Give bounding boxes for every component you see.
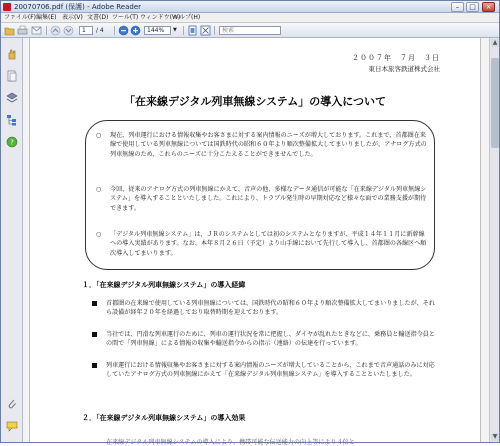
- scroll-up-icon[interactable]: ▲: [492, 39, 498, 46]
- square-bullet-icon: [92, 332, 97, 337]
- scroll-thumb[interactable]: [491, 58, 499, 148]
- window-title: 20070706.pdf (保護) - Adobe Reader: [14, 3, 142, 11]
- circle-bullet: ○: [96, 132, 102, 139]
- search-input[interactable]: 検索: [219, 26, 281, 35]
- navigation-pane: [1, 38, 23, 442]
- title-bar: [1, 1, 499, 13]
- menu-help[interactable]: ヘルプ(H): [173, 14, 201, 21]
- zoom-out-icon[interactable]: [118, 25, 129, 36]
- pdf-page: [29, 38, 481, 446]
- toolbar-separator: [46, 26, 47, 35]
- layers-icon[interactable]: [6, 92, 18, 104]
- bullet-item: 列車運行における情報収集やお客さまに対する案内情報のニーズが増大していることから、これまで音声通話のみに対応していたアナログ方式の列車無線にかえて「在来線デジタル列車無線システム」を導入することといたしました。: [92, 361, 437, 380]
- previous-page-icon[interactable]: [50, 25, 61, 36]
- hand-tool-icon[interactable]: [6, 48, 18, 60]
- fit-page-icon[interactable]: [187, 25, 198, 36]
- pages-icon[interactable]: [6, 70, 18, 82]
- fit-width-icon[interactable]: [200, 25, 211, 36]
- page-number-input[interactable]: 1: [79, 26, 93, 35]
- close-button[interactable]: ×: [482, 2, 495, 12]
- bullet-item: 当社では、円滑な列車運行のために、列車の運行状況を常に把握し、ダイヤが乱れたときなどに、乗務員と輸送指令員との間で「列車無線」による情報の収集や輸送指令からの指示（連絡）の伝達を行っています。: [92, 330, 437, 349]
- chevron-down-icon[interactable]: ▼: [173, 27, 177, 33]
- circle-bullet: ○: [96, 186, 102, 193]
- toolbar: [1, 23, 499, 38]
- circle-bullet: ○: [96, 231, 102, 238]
- summary-paragraph: ○ 現在、列車運行における情報収集やお客さまに対する案内情報のニーズが増大しております。これまで、首都圏在来線で使用している列車無線については国鉄時代の昭和６０年より順次整備拡大してまいりましたが、アナログ方式の列車無線のため、これらのニーズに十分こたえることができませんでした。: [96, 132, 427, 158]
- menu-window[interactable]: ウィンドウ(W): [140, 14, 181, 21]
- maximize-button[interactable]: □: [466, 2, 479, 12]
- summary-paragraph: ○ 今回、従来のアナログ方式の列車無線にかえて、音声の他、多様なデータ通信が可能な「在来線デジタル列車無線システム」を導入することといたしました。これにより、トラブル発生時の早期対応など様々な面での業務支援が期待できます。: [96, 186, 427, 212]
- open-folder-icon[interactable]: [4, 25, 15, 36]
- email-icon[interactable]: [31, 25, 42, 36]
- document-title: 「在来線デジタル列車無線システム」の導入について: [123, 95, 387, 108]
- document-area: [23, 38, 499, 446]
- menu-view[interactable]: 表示(V): [62, 14, 83, 21]
- vertical-scrollbar[interactable]: [489, 38, 499, 442]
- section-body-text: 在来線デジタル列車無線システムの導入により、携帯可能な伝送能力の向上等により４倍と: [106, 439, 355, 446]
- toolbar-separator: [214, 26, 215, 35]
- document-date: ２００７年 ７月 ３日: [352, 54, 440, 62]
- print-icon[interactable]: [17, 25, 28, 36]
- menu-file[interactable]: ファイル(F): [4, 14, 37, 21]
- zoom-in-icon[interactable]: [130, 25, 141, 36]
- toolbar-separator: [183, 26, 184, 35]
- company-name: 東日本旅客鉄道株式会社: [368, 65, 440, 73]
- toolbar-separator: [114, 26, 115, 35]
- summary-paragraph: ○ 「デジタル列車無線システム」は、ＪＲのシステムとしては初のシステムとなりますが、平成１４年１１月に新幹線への導入実績があります。なお、本年８月２６日（予定）より山手線において先行して導入し、首都圏の各線区へ順次導入してまいります。: [96, 231, 427, 257]
- menu-edit[interactable]: 編集(E): [36, 14, 57, 21]
- adobe-reader-icon: [3, 3, 11, 11]
- help-icon[interactable]: [6, 136, 18, 148]
- summary-box: [85, 120, 435, 270]
- menu-document[interactable]: 文書(D): [87, 14, 109, 21]
- zoom-level-select[interactable]: 144%: [144, 26, 171, 35]
- menu-tools[interactable]: ツール(T): [112, 14, 139, 21]
- paperclip-icon[interactable]: [6, 398, 18, 410]
- svg-text:?: ?: [10, 138, 14, 147]
- section-heading: ２．「在来線デジタル列車無線システム」の導入効果: [82, 414, 246, 422]
- square-bullet-icon: [92, 363, 97, 368]
- section-heading: １．「在来線デジタル列車無線システム」の導入経緯: [82, 281, 246, 289]
- next-page-icon[interactable]: [63, 25, 74, 36]
- square-bullet-icon: [92, 301, 97, 306]
- attachments-tree-icon[interactable]: [6, 114, 18, 126]
- bullet-item: 首都圏の在来線で使用している列車無線については、国鉄時代の昭和６０年より順次整備拡大してまいりましたが、それら設備が経年２０年を経過しており取替時期を迎えております。: [92, 299, 437, 318]
- scroll-down-icon[interactable]: ▼: [492, 433, 498, 440]
- comments-icon[interactable]: [6, 420, 18, 432]
- page-total-label: / 4: [96, 27, 104, 34]
- menu-bar: [1, 13, 499, 23]
- minimize-button[interactable]: –: [451, 2, 464, 12]
